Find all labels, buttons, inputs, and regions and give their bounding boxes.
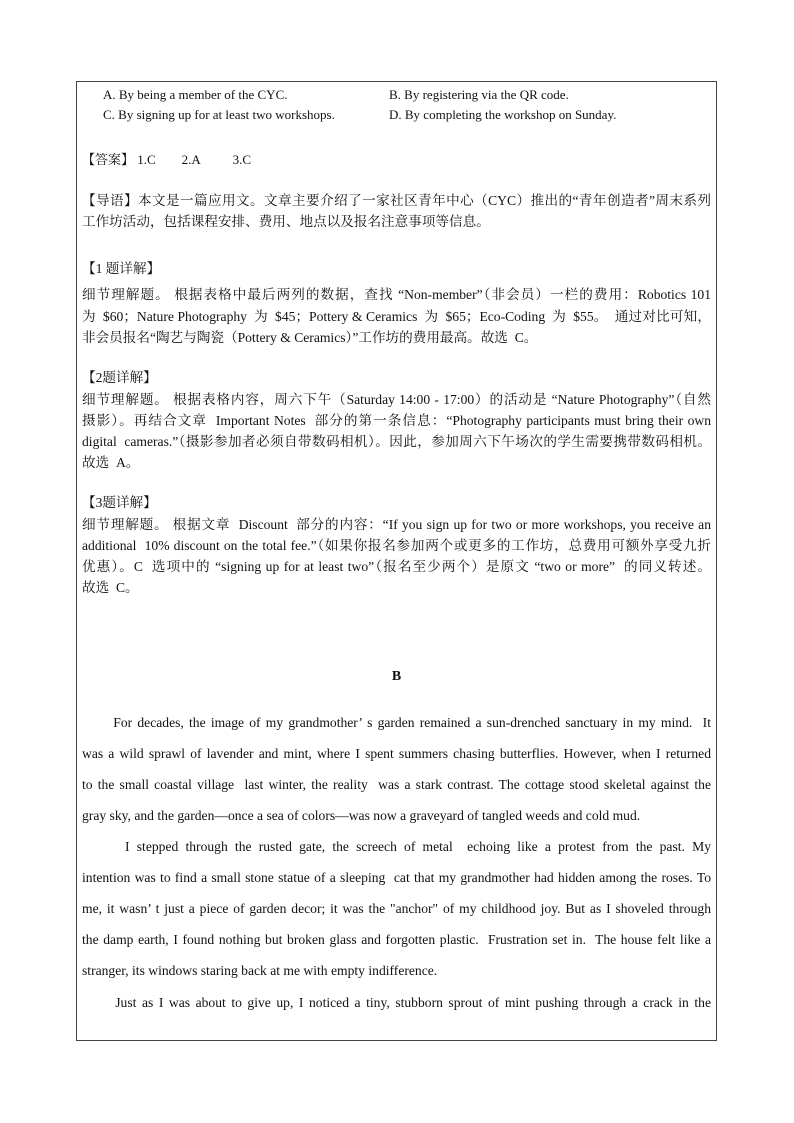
passage-line-10: Just as I was about to give up, I noticed a tiny, stubborn sprout of mint pushing through a crack in the bbox=[82, 995, 711, 1010]
q3-line-4: 故选 C。 bbox=[82, 580, 139, 595]
q1-line-1: 细节理解题。 根据表格中最后两列的数据，查找 “Non-member”（非会员）一栏的费用：Robotics 101 bbox=[82, 287, 711, 302]
option-c: C. By signing up for at least two workshops. bbox=[103, 107, 335, 122]
passage-line-3: to the small coastal village last winter, the reality was a stark contrast. The cottage stood skeletal against the bbox=[82, 777, 711, 792]
q3-heading: 【3题详解】 bbox=[82, 495, 157, 510]
q2-line-1: 细节理解题。 根据表格内容，周六下午（Saturday 14:00 - 17:00）的活动是 “Nature Photography”（自然 bbox=[82, 392, 711, 407]
guide-line-1: 【导语】本文是一篇应用文。文章主要介绍了一家社区青年中心（CYC）推出的“青年创造者”周末系列 bbox=[82, 193, 711, 208]
answer-line: 【答案】 1.C 2.A 3.C bbox=[82, 152, 252, 167]
q1-line-2: 为 $60；Nature Photography 为 $45；Pottery & Ceramics 为 $65；Eco-Coding 为 $55。 通过对比可知， bbox=[82, 309, 711, 324]
content-frame bbox=[76, 81, 717, 1041]
section-b-title: B bbox=[391, 669, 402, 684]
q3-line-1: 细节理解题。 根据文章 Discount 部分的内容：“If you sign up for two or more workshops, you receive an bbox=[82, 517, 711, 532]
passage-line-2: was a wild sprawl of lavender and mint, where I spent summers chasing butterflies. However, when I returned bbox=[82, 746, 711, 761]
option-d: D. By completing the workshop on Sunday. bbox=[389, 107, 617, 122]
passage-line-5: I stepped through the rusted gate, the screech of metal echoing like a protest from the past. My bbox=[82, 839, 711, 854]
passage-line-4: gray sky, and the garden—once a sea of colors—was now a graveyard of tangled weeds and cold mud. bbox=[82, 808, 641, 823]
passage-line-8: the damp earth, I found nothing but broken glass and forgotten plastic. Frustration set in. The house felt like a bbox=[82, 932, 711, 947]
q2-line-2: 摄影）。再结合文章 Important Notes 部分的第一条信息：“Photography participants must bring their own bbox=[82, 413, 711, 428]
passage-line-9: stranger, its windows staring back at me with empty indifference. bbox=[82, 963, 438, 978]
passage-line-1: For decades, the image of my grandmother’ s garden remained a sun-drenched sanctuary in my mind. It bbox=[82, 715, 711, 730]
q3-line-3: 优惠）。C 选项中的 “signing up for at least two”（报名至少两个）是原文 “two or more” 的同义转述。 bbox=[82, 559, 711, 574]
q1-line-3: 非会员报名“陶艺与陶瓷（Pottery & Ceramics）”工作坊的费用最高。故选 C。 bbox=[82, 330, 538, 345]
option-a: A. By being a member of the CYC. bbox=[103, 87, 288, 102]
q2-line-3: digital cameras.”（摄影参加者必须自带数码相机）。因此，参加周六下午场次的学生需要携带数码相机。 bbox=[82, 434, 711, 449]
q2-line-4: 故选 A。 bbox=[82, 455, 140, 470]
q2-heading: 【2题详解】 bbox=[82, 370, 157, 385]
guide-line-2: 工作坊活动，包括课程安排、费用、地点以及报名注意事项等信息。 bbox=[82, 214, 490, 229]
option-b: B. By registering via the QR code. bbox=[389, 87, 569, 102]
q1-heading: 【1 题详解】 bbox=[82, 261, 161, 276]
q3-line-2: additional 10% discount on the total fee.”（如果你报名参加两个或更多的工作坊，总费用可额外享受九折 bbox=[82, 538, 711, 553]
passage-line-6: intention was to find a small stone statue of a sleeping cat that my grandmother had hidden among the roses. To bbox=[82, 870, 711, 885]
passage-line-7: me, it wasn’ t just a piece of garden decor; it was the "anchor" of my childhood joy. But as I shoveled through bbox=[82, 901, 711, 916]
